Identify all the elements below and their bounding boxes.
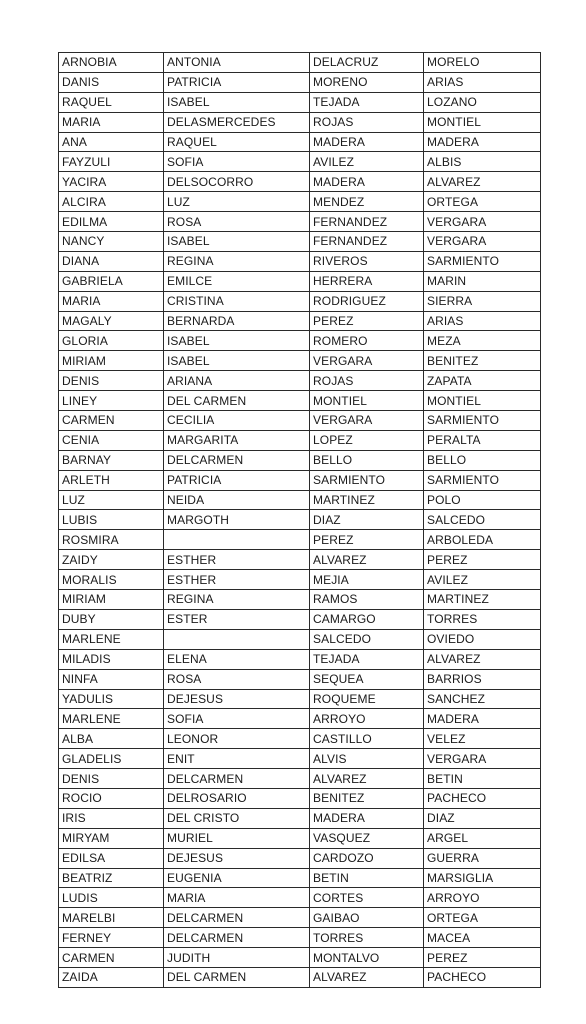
cell-first-surname: PEREZ bbox=[310, 311, 424, 331]
cell-second-surname: ALVAREZ bbox=[424, 649, 541, 669]
cell-middle-name: JUDITH bbox=[164, 948, 310, 968]
cell-first-surname: CAMARGO bbox=[310, 609, 424, 629]
cell-first-surname: GAIBAO bbox=[310, 908, 424, 928]
table-row bbox=[59, 232, 541, 252]
cell-first-name: MORALIS bbox=[59, 570, 164, 590]
cell-second-surname: ARGEL bbox=[424, 828, 541, 848]
cell-first-surname: ROJAS bbox=[310, 371, 424, 391]
cell-second-surname: PEREZ bbox=[424, 948, 541, 968]
cell-second-surname: BETIN bbox=[424, 769, 541, 789]
cell-second-surname: SANCHEZ bbox=[424, 689, 541, 709]
cell-first-name: FERNEY bbox=[59, 928, 164, 948]
cell-middle-name: ESTHER bbox=[164, 550, 310, 570]
cell-second-surname: MONTIEL bbox=[424, 112, 541, 132]
cell-second-surname: SARMIENTO bbox=[424, 251, 541, 271]
cell-second-surname: MARIN bbox=[424, 271, 541, 291]
cell-second-surname: MORELO bbox=[424, 53, 541, 73]
cell-second-surname: VERGARA bbox=[424, 749, 541, 769]
cell-first-name: MILADIS bbox=[59, 649, 164, 669]
cell-first-surname: DIAZ bbox=[310, 510, 424, 530]
cell-middle-name: EUGENIA bbox=[164, 868, 310, 888]
cell-first-name: DUBY bbox=[59, 609, 164, 629]
cell-middle-name: MURIEL bbox=[164, 828, 310, 848]
cell-first-surname: TORRES bbox=[310, 928, 424, 948]
table-row bbox=[59, 590, 541, 610]
cell-second-surname: SARMIENTO bbox=[424, 470, 541, 490]
cell-first-surname: MARTINEZ bbox=[310, 490, 424, 510]
names-table-body bbox=[59, 53, 541, 988]
cell-first-surname: TEJADA bbox=[310, 649, 424, 669]
cell-first-name: ROCIO bbox=[59, 788, 164, 808]
cell-second-surname: BARRIOS bbox=[424, 669, 541, 689]
cell-second-surname: MEZA bbox=[424, 331, 541, 351]
cell-second-surname: MONTIEL bbox=[424, 391, 541, 411]
cell-first-surname: ROMERO bbox=[310, 331, 424, 351]
cell-second-surname: MARTINEZ bbox=[424, 590, 541, 610]
cell-second-surname: VERGARA bbox=[424, 232, 541, 252]
cell-first-surname: AVILEZ bbox=[310, 152, 424, 172]
cell-first-name: FAYZULI bbox=[59, 152, 164, 172]
cell-first-surname: PEREZ bbox=[310, 530, 424, 550]
cell-first-surname: MADERA bbox=[310, 172, 424, 192]
cell-first-name: EDILSA bbox=[59, 848, 164, 868]
cell-middle-name: ISABEL bbox=[164, 232, 310, 252]
table-row bbox=[59, 172, 541, 192]
table-row bbox=[59, 72, 541, 92]
cell-first-surname: MENDEZ bbox=[310, 192, 424, 212]
table-row bbox=[59, 689, 541, 709]
cell-second-surname: GUERRA bbox=[424, 848, 541, 868]
table-row bbox=[59, 928, 541, 948]
cell-middle-name: BERNARDA bbox=[164, 311, 310, 331]
cell-second-surname: POLO bbox=[424, 490, 541, 510]
cell-middle-name: ISABEL bbox=[164, 331, 310, 351]
cell-first-name: RAQUEL bbox=[59, 92, 164, 112]
cell-first-name: MARLENE bbox=[59, 629, 164, 649]
cell-first-surname: ALVAREZ bbox=[310, 550, 424, 570]
cell-first-name: DENIS bbox=[59, 371, 164, 391]
table-row bbox=[59, 848, 541, 868]
table-row bbox=[59, 570, 541, 590]
cell-first-name: ALCIRA bbox=[59, 192, 164, 212]
cell-middle-name: DEL CRISTO bbox=[164, 808, 310, 828]
cell-first-surname: RIVEROS bbox=[310, 251, 424, 271]
table-row bbox=[59, 550, 541, 570]
cell-middle-name: ENIT bbox=[164, 749, 310, 769]
cell-first-name: LUZ bbox=[59, 490, 164, 510]
cell-first-name: IRIS bbox=[59, 808, 164, 828]
cell-first-surname: BELLO bbox=[310, 450, 424, 470]
cell-first-surname: ROJAS bbox=[310, 112, 424, 132]
table-row bbox=[59, 152, 541, 172]
cell-middle-name: SOFIA bbox=[164, 709, 310, 729]
table-row bbox=[59, 649, 541, 669]
cell-middle-name: DELASMERCEDES bbox=[164, 112, 310, 132]
cell-second-surname: ARBOLEDA bbox=[424, 530, 541, 550]
cell-first-name: ROSMIRA bbox=[59, 530, 164, 550]
cell-first-name: BARNAY bbox=[59, 450, 164, 470]
cell-second-surname: ARIAS bbox=[424, 72, 541, 92]
cell-first-surname: MADERA bbox=[310, 132, 424, 152]
cell-first-surname: CORTES bbox=[310, 888, 424, 908]
cell-first-name: MIRYAM bbox=[59, 828, 164, 848]
cell-middle-name: MARGARITA bbox=[164, 430, 310, 450]
table-row bbox=[59, 769, 541, 789]
cell-second-surname: VELEZ bbox=[424, 729, 541, 749]
cell-middle-name: ELENA bbox=[164, 649, 310, 669]
table-row bbox=[59, 888, 541, 908]
cell-first-name: ARNOBIA bbox=[59, 53, 164, 73]
cell-second-surname: PERALTA bbox=[424, 430, 541, 450]
cell-second-surname: TORRES bbox=[424, 609, 541, 629]
table-row bbox=[59, 271, 541, 291]
cell-middle-name: CECILIA bbox=[164, 411, 310, 431]
cell-middle-name: REGINA bbox=[164, 590, 310, 610]
table-row bbox=[59, 749, 541, 769]
table-row bbox=[59, 490, 541, 510]
cell-middle-name: ARIANA bbox=[164, 371, 310, 391]
cell-first-name: MARLENE bbox=[59, 709, 164, 729]
cell-first-name: GABRIELA bbox=[59, 271, 164, 291]
cell-second-surname: PACHECO bbox=[424, 967, 541, 987]
cell-first-name: MARIA bbox=[59, 291, 164, 311]
table-row bbox=[59, 967, 541, 987]
cell-first-name: EDILMA bbox=[59, 212, 164, 232]
cell-first-surname: RODRIGUEZ bbox=[310, 291, 424, 311]
table-row bbox=[59, 729, 541, 749]
cell-second-surname: ZAPATA bbox=[424, 371, 541, 391]
cell-first-name: ALBA bbox=[59, 729, 164, 749]
cell-middle-name bbox=[164, 530, 310, 550]
cell-first-name: YADULIS bbox=[59, 689, 164, 709]
cell-first-name: MIRIAM bbox=[59, 590, 164, 610]
cell-first-surname: RAMOS bbox=[310, 590, 424, 610]
table-row bbox=[59, 669, 541, 689]
cell-first-name: MARIA bbox=[59, 112, 164, 132]
table-row bbox=[59, 212, 541, 232]
cell-first-surname: ALVAREZ bbox=[310, 967, 424, 987]
table-row bbox=[59, 450, 541, 470]
cell-first-surname: CARDOZO bbox=[310, 848, 424, 868]
cell-second-surname: SALCEDO bbox=[424, 510, 541, 530]
cell-middle-name: ROSA bbox=[164, 212, 310, 232]
cell-first-surname: VASQUEZ bbox=[310, 828, 424, 848]
cell-middle-name: DELSOCORRO bbox=[164, 172, 310, 192]
table-row bbox=[59, 311, 541, 331]
table-row bbox=[59, 132, 541, 152]
cell-middle-name: REGINA bbox=[164, 251, 310, 271]
table-row bbox=[59, 411, 541, 431]
cell-first-surname: ALVAREZ bbox=[310, 769, 424, 789]
cell-second-surname: MADERA bbox=[424, 132, 541, 152]
cell-first-surname: MADERA bbox=[310, 808, 424, 828]
cell-middle-name: DELCARMEN bbox=[164, 928, 310, 948]
cell-first-surname: SARMIENTO bbox=[310, 470, 424, 490]
table-row bbox=[59, 92, 541, 112]
table-row bbox=[59, 828, 541, 848]
cell-middle-name: RAQUEL bbox=[164, 132, 310, 152]
cell-first-surname: VERGARA bbox=[310, 351, 424, 371]
cell-second-surname: ARIAS bbox=[424, 311, 541, 331]
cell-first-name: DENIS bbox=[59, 769, 164, 789]
cell-second-surname: AVILEZ bbox=[424, 570, 541, 590]
cell-first-surname: BENITEZ bbox=[310, 788, 424, 808]
cell-first-name: CENIA bbox=[59, 430, 164, 450]
cell-first-surname: DELACRUZ bbox=[310, 53, 424, 73]
cell-second-surname: LOZANO bbox=[424, 92, 541, 112]
cell-middle-name: ROSA bbox=[164, 669, 310, 689]
table-row bbox=[59, 788, 541, 808]
cell-middle-name: DELCARMEN bbox=[164, 450, 310, 470]
table-row bbox=[59, 53, 541, 73]
cell-second-surname: VERGARA bbox=[424, 212, 541, 232]
cell-first-name: MAGALY bbox=[59, 311, 164, 331]
cell-second-surname: BENITEZ bbox=[424, 351, 541, 371]
cell-first-surname: FERNANDEZ bbox=[310, 232, 424, 252]
cell-first-name: GLADELIS bbox=[59, 749, 164, 769]
table-row bbox=[59, 430, 541, 450]
cell-middle-name: DEL CARMEN bbox=[164, 967, 310, 987]
table-row bbox=[59, 808, 541, 828]
table-row bbox=[59, 908, 541, 928]
cell-middle-name: ANTONIA bbox=[164, 53, 310, 73]
cell-first-name: NANCY bbox=[59, 232, 164, 252]
cell-first-surname: ROQUEME bbox=[310, 689, 424, 709]
cell-second-surname: SARMIENTO bbox=[424, 411, 541, 431]
cell-first-name: GLORIA bbox=[59, 331, 164, 351]
cell-second-surname: ORTEGA bbox=[424, 908, 541, 928]
table-row bbox=[59, 371, 541, 391]
cell-first-name: ANA bbox=[59, 132, 164, 152]
table-row bbox=[59, 391, 541, 411]
cell-second-surname: ALBIS bbox=[424, 152, 541, 172]
cell-middle-name: DEJESUS bbox=[164, 689, 310, 709]
table-row bbox=[59, 868, 541, 888]
names-table bbox=[58, 52, 541, 988]
cell-first-name: MARELBI bbox=[59, 908, 164, 928]
cell-first-name: MIRIAM bbox=[59, 351, 164, 371]
cell-first-surname: FERNANDEZ bbox=[310, 212, 424, 232]
cell-middle-name: DEJESUS bbox=[164, 848, 310, 868]
cell-middle-name: ESTER bbox=[164, 609, 310, 629]
cell-middle-name: PATRICIA bbox=[164, 72, 310, 92]
cell-middle-name: MARIA bbox=[164, 888, 310, 908]
cell-middle-name: ISABEL bbox=[164, 351, 310, 371]
cell-second-surname: MADERA bbox=[424, 709, 541, 729]
cell-second-surname: BELLO bbox=[424, 450, 541, 470]
cell-first-name: ZAIDA bbox=[59, 967, 164, 987]
cell-first-surname: SALCEDO bbox=[310, 629, 424, 649]
cell-middle-name: EMILCE bbox=[164, 271, 310, 291]
table-row bbox=[59, 948, 541, 968]
table-row bbox=[59, 351, 541, 371]
cell-first-name: DIANA bbox=[59, 251, 164, 271]
table-row bbox=[59, 629, 541, 649]
table-row bbox=[59, 510, 541, 530]
cell-first-name: DANIS bbox=[59, 72, 164, 92]
cell-first-name: LUDIS bbox=[59, 888, 164, 908]
cell-first-name: NINFA bbox=[59, 669, 164, 689]
cell-first-name: LUBIS bbox=[59, 510, 164, 530]
cell-first-name: CARMEN bbox=[59, 411, 164, 431]
cell-first-surname: BETIN bbox=[310, 868, 424, 888]
cell-first-surname: SEQUEA bbox=[310, 669, 424, 689]
cell-second-surname: SIERRA bbox=[424, 291, 541, 311]
cell-first-surname: ARROYO bbox=[310, 709, 424, 729]
cell-second-surname: DIAZ bbox=[424, 808, 541, 828]
cell-first-surname: CASTILLO bbox=[310, 729, 424, 749]
cell-middle-name: DELCARMEN bbox=[164, 908, 310, 928]
cell-middle-name: CRISTINA bbox=[164, 291, 310, 311]
cell-first-surname: MORENO bbox=[310, 72, 424, 92]
table-row bbox=[59, 251, 541, 271]
cell-middle-name: ISABEL bbox=[164, 92, 310, 112]
cell-second-surname: ORTEGA bbox=[424, 192, 541, 212]
table-row bbox=[59, 530, 541, 550]
cell-first-name: ARLETH bbox=[59, 470, 164, 490]
table-row bbox=[59, 709, 541, 729]
cell-middle-name: LUZ bbox=[164, 192, 310, 212]
cell-first-surname: ALVIS bbox=[310, 749, 424, 769]
cell-middle-name: MARGOTH bbox=[164, 510, 310, 530]
table-row bbox=[59, 331, 541, 351]
cell-first-surname: TEJADA bbox=[310, 92, 424, 112]
cell-second-surname: PEREZ bbox=[424, 550, 541, 570]
cell-first-surname: MONTALVO bbox=[310, 948, 424, 968]
cell-second-surname: MACEA bbox=[424, 928, 541, 948]
cell-second-surname: PACHECO bbox=[424, 788, 541, 808]
table-row bbox=[59, 470, 541, 490]
table-row bbox=[59, 609, 541, 629]
table-row bbox=[59, 291, 541, 311]
cell-middle-name: DELCARMEN bbox=[164, 769, 310, 789]
cell-first-name: CARMEN bbox=[59, 948, 164, 968]
cell-first-surname: VERGARA bbox=[310, 411, 424, 431]
cell-middle-name: PATRICIA bbox=[164, 470, 310, 490]
cell-first-name: ZAIDY bbox=[59, 550, 164, 570]
cell-first-name: LINEY bbox=[59, 391, 164, 411]
cell-first-surname: MEJIA bbox=[310, 570, 424, 590]
cell-first-surname: MONTIEL bbox=[310, 391, 424, 411]
table-row bbox=[59, 112, 541, 132]
cell-first-name: YACIRA bbox=[59, 172, 164, 192]
cell-middle-name: DELROSARIO bbox=[164, 788, 310, 808]
cell-first-surname: HERRERA bbox=[310, 271, 424, 291]
table-row bbox=[59, 192, 541, 212]
cell-middle-name: DEL CARMEN bbox=[164, 391, 310, 411]
cell-middle-name bbox=[164, 629, 310, 649]
cell-first-surname: LOPEZ bbox=[310, 430, 424, 450]
cell-middle-name: LEONOR bbox=[164, 729, 310, 749]
cell-middle-name: SOFIA bbox=[164, 152, 310, 172]
cell-second-surname: OVIEDO bbox=[424, 629, 541, 649]
cell-middle-name: NEIDA bbox=[164, 490, 310, 510]
cell-second-surname: ALVAREZ bbox=[424, 172, 541, 192]
cell-second-surname: ARROYO bbox=[424, 888, 541, 908]
cell-middle-name: ESTHER bbox=[164, 570, 310, 590]
cell-second-surname: MARSIGLIA bbox=[424, 868, 541, 888]
cell-first-name: BEATRIZ bbox=[59, 868, 164, 888]
